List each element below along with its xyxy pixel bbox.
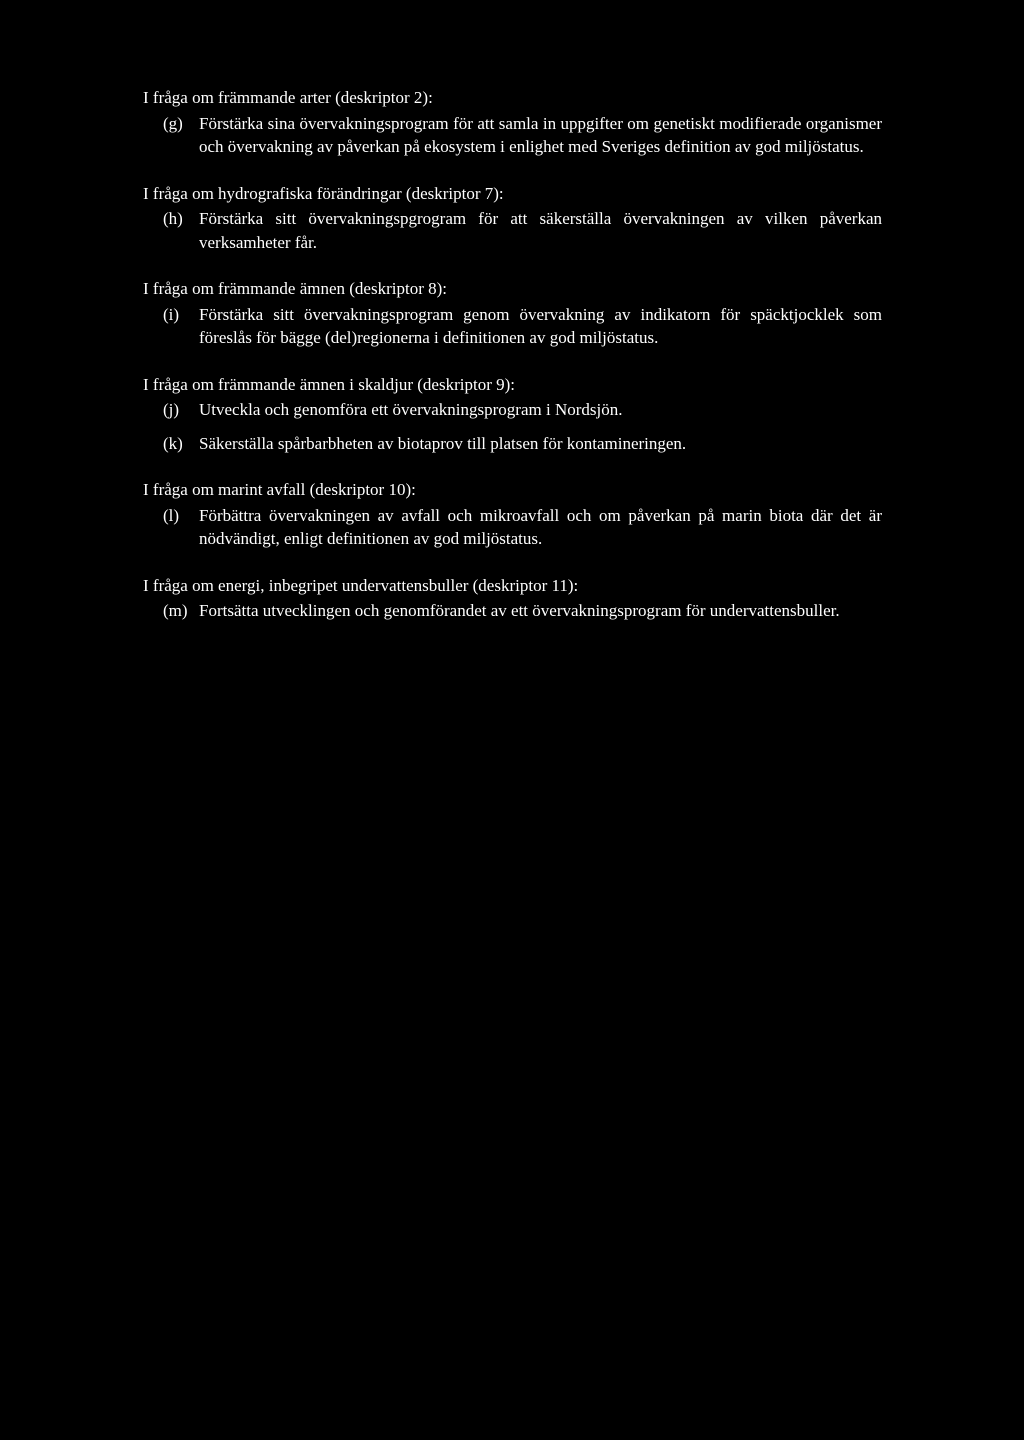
item-text: Förbättra övervakningen av avfall och mikroavfall och om påverkan på marin biota där det är nödvändigt, enligt definitionen av god miljöstatus. (199, 505, 882, 548)
section-descriptor-8 (143, 277, 883, 350)
item-label: (j) (163, 400, 180, 419)
list-item-k (143, 432, 883, 456)
section-descriptor-9 (143, 373, 883, 456)
list-item-m (143, 599, 883, 623)
section-heading: I fråga om energi, inbegripet undervattensbuller (deskriptor 11): (143, 575, 579, 595)
section-heading: I fråga om främmande ämnen (deskriptor 8): (143, 279, 447, 298)
list-item-g (143, 112, 883, 159)
list-item-j (143, 398, 883, 422)
item-label: (k) (163, 433, 183, 453)
section-descriptor-11 (143, 574, 883, 623)
section-heading: I fråga om marint avfall (deskriptor 10): (143, 480, 416, 499)
item-text: Förstärka sitt övervakningspgrogram för att säkerställa övervakningen av vilken påverkan verksamheter får. (199, 209, 882, 252)
section-heading: I fråga om hydrografiska förändringar (deskriptor 7): (143, 183, 504, 203)
item-label: (h) (163, 209, 183, 228)
item-text: Förstärka sina övervakningsprogram för att samla in uppgifter om genetiskt modifierade organismer och övervakning av påverkan på ekosystem i enlighet med Sveriges definition av god miljöstatus. (199, 113, 882, 156)
item-label: (l) (163, 505, 180, 525)
item-label: (i) (163, 304, 180, 324)
section-descriptor-10 (143, 478, 883, 551)
document-body (143, 86, 883, 646)
section-descriptor-2 (143, 86, 883, 159)
item-text: Säkerställa spårbarbheten av biotaprov till platsen för kontamineringen. (199, 433, 687, 453)
list-item-i (143, 303, 883, 350)
list-item-l (143, 504, 883, 551)
section-heading: I fråga om främmande arter (deskriptor 2): (143, 88, 433, 107)
item-label: (m) (163, 601, 188, 620)
item-text: Fortsätta utvecklingen och genomförandet av ett övervakningsprogram för undervattensbuller. (199, 601, 840, 620)
section-descriptor-7 (143, 182, 883, 255)
item-text: Utveckla och genomföra ett övervakningsprogram i Nordsjön. (199, 400, 623, 419)
item-text: Förstärka sitt övervakningsprogram genom övervakning av indikatorn för späcktjocklek som föreslås för bägge (del)regionerna i definitionen av god miljöstatus. (199, 304, 882, 347)
section-heading: I fråga om främmande ämnen i skaldjur (deskriptor 9): (143, 374, 515, 394)
item-label: (g) (163, 113, 183, 133)
list-item-h (143, 207, 883, 254)
